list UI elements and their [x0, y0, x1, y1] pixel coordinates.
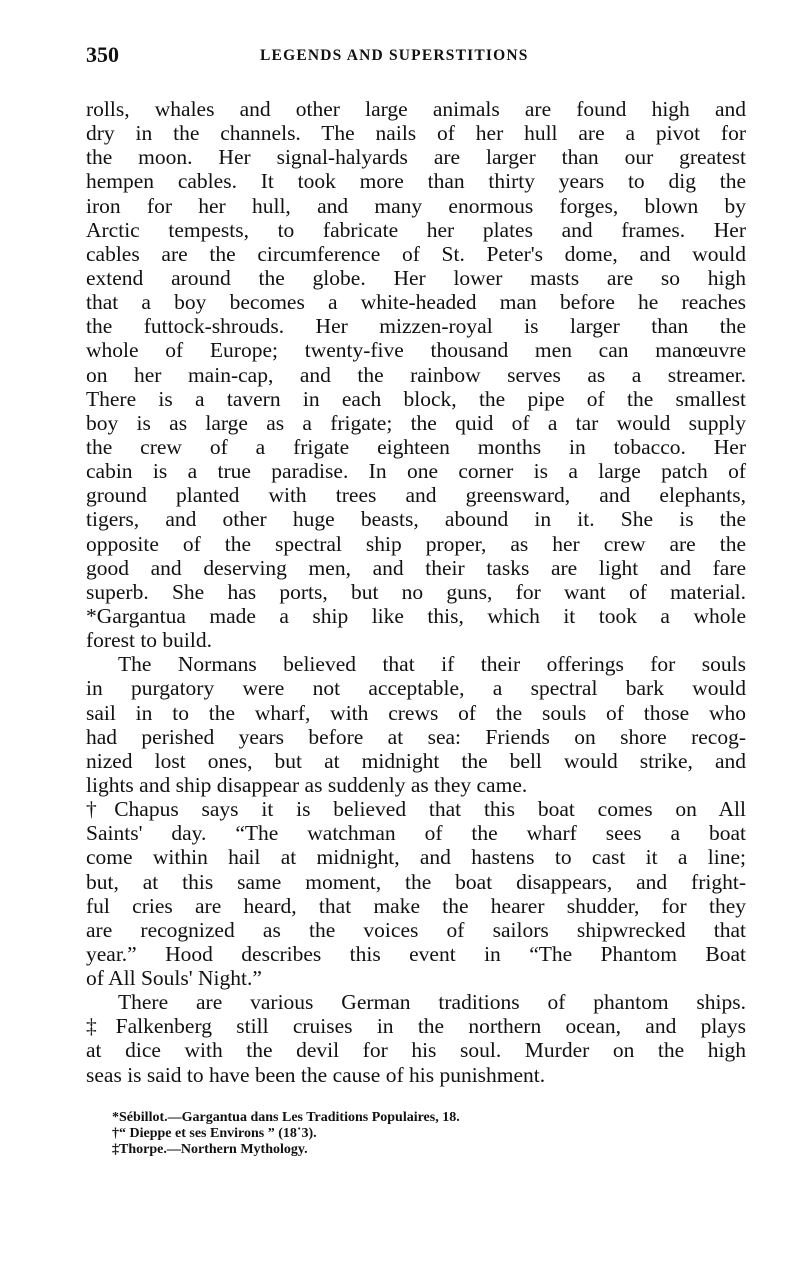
- page-number: 350: [86, 42, 119, 67]
- text-line: that a boy becomes a white-headed man before he reaches: [86, 290, 746, 315]
- text-line: the moon. Her signal-halyards are larger than our greatest: [86, 145, 746, 170]
- text-line: The Normans believed that if their offerings for souls: [118, 652, 746, 677]
- text-line: cabin is a true paradise. In one corner is a large patch of: [86, 459, 746, 484]
- text-line: ground planted with trees and greensward, and elephants,: [86, 483, 746, 508]
- text-line: iron for her hull, and many enormous forges, blown by: [86, 193, 746, 218]
- text-line: nized lost ones, but at midnight the bell would strike, and: [86, 748, 746, 773]
- text-line: Arctic tempests, to fabricate her plates and frames. Her: [86, 217, 746, 242]
- text-line: year.” Hood describes this event in “The Phantom Boat: [86, 941, 746, 966]
- running-title: LEGENDS AND SUPERSTITIONS: [260, 47, 529, 64]
- text-line: seas is said to have been the cause of his punishment.: [86, 1062, 546, 1087]
- text-line: *Gargantua made a ship like this, which it took a whole: [86, 603, 746, 628]
- text-line: of All Souls' Night.”: [86, 966, 262, 991]
- text-line: ‡Falkenberg still cruises in the northern ocean, and plays: [86, 1014, 746, 1039]
- text-line: boy is as large as a frigate; the quid of a tar would supply: [86, 410, 746, 435]
- text-line: There is a tavern in each block, the pipe of the smallest: [86, 386, 746, 411]
- text-line: rolls, whales and other large animals are found high and: [86, 97, 746, 121]
- text-line: cables are the circumference of St. Peter's dome, and would: [86, 241, 746, 266]
- text-line: had perished years before at sea: Friends on shore recog-: [86, 724, 746, 749]
- text-line: Saints' day. “The watchman of the wharf sees a boat: [86, 821, 746, 846]
- text-line: whole of Europe; twenty-five thousand men can manœuvre: [86, 338, 746, 363]
- text-line: sail in to the wharf, with crews of the souls of those who: [86, 700, 746, 725]
- footnote: *Sébillot.—Gargantua dans Les Traditions Populaires, 18.: [112, 1110, 460, 1125]
- text-line: forest to build.: [86, 628, 212, 653]
- body-text: [86, 97, 746, 1087]
- text-line: superb. She has ports, but no guns, for want of material.: [86, 579, 746, 604]
- text-line: There are various German traditions of phantom ships.: [118, 990, 746, 1015]
- text-line: in purgatory were not acceptable, a spectral bark would: [86, 676, 746, 701]
- text-line: come within hail at midnight, and hastens to cast it a line;: [86, 845, 746, 870]
- text-line: opposite of the spectral ship proper, as her crew are the: [86, 531, 746, 556]
- text-line: on her main-cap, and the rainbow serves as a streamer.: [86, 362, 746, 387]
- text-line: at dice with the devil for his soul. Murder on the high: [86, 1038, 746, 1063]
- text-line: but, at this same moment, the boat disappears, and fright-: [86, 869, 746, 894]
- text-line: dry in the channels. The nails of her hull are a pivot for: [86, 121, 746, 146]
- footnote: ‡Thorpe.—Northern Mythology.: [112, 1142, 308, 1157]
- text-line: †Chapus says it is believed that this boat comes on All: [86, 797, 746, 822]
- text-line: lights and ship disappear as suddenly as they came.: [86, 772, 528, 797]
- text-line: hempen cables. It took more than thirty years to dig the: [86, 169, 746, 194]
- text-line: ful cries are heard, that make the hearer shudder, for they: [86, 893, 746, 918]
- text-line: extend around the globe. Her lower masts are so high: [86, 265, 746, 290]
- text-line: the crew of a frigate eighteen months in tobacco. Her: [86, 434, 746, 459]
- footnotes: [112, 1110, 460, 1158]
- text-line: are recognized as the voices of sailors shipwrecked that: [86, 917, 746, 942]
- text-line: tigers, and other huge beasts, abound in it. She is the: [86, 507, 746, 532]
- text-line: good and deserving men, and their tasks are light and fare: [86, 555, 746, 580]
- text-line: the futtock-shrouds. Her mizzen-royal is larger than the: [86, 314, 746, 339]
- footnote: †“ Dieppe et ses Environs ” (18˙3).: [112, 1126, 317, 1141]
